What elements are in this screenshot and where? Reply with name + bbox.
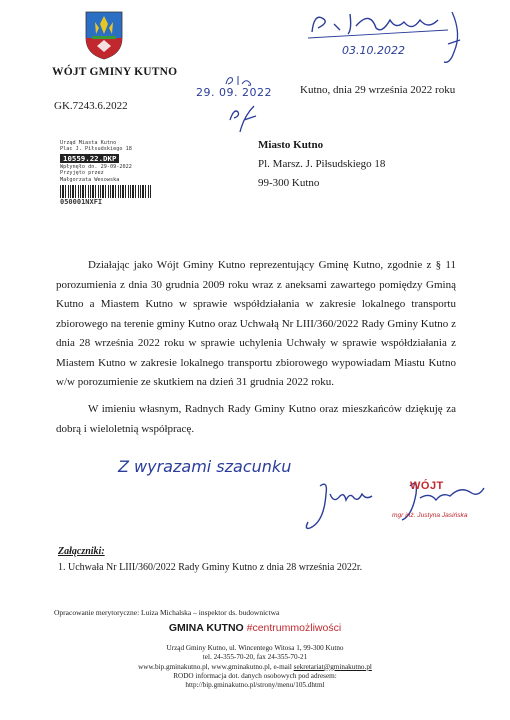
stamp-office-address: Plac J. Piłsudskiego 18 [60, 146, 132, 153]
issuer-heading: WÓJT GMINY KUTNO [52, 66, 178, 78]
signer-name: mgr inż. Justyna Jasińska [392, 512, 468, 519]
barcode-code: 050001NXFI [60, 198, 103, 207]
body-paragraph-1: Działając jako Wójt Gminy Kutno reprezentujący Gminę Kutno, zgodnie z § 11 porozumienia z dnia 30 grudnia 2009 roku wraz z aneksami zawartego pomiędzy Gminą Kutno a Miastem Kutno w sprawie współdziałania w zakresie lokalnego transportu zbiorowego na terenie gminy Kutno oraz Uchwałą Nr LIII/360/2022 Rady Gminy Kutno z dnia 28 września 2022 roku w sprawie uchylenia Uchwały w sprawie współdziałania z Miastem Kutno w zakresie lokalnego transportu zbiorowego wypowiadam Miastu Kutno w/w porozumienie ze skutkiem na dzień 31 grudnia 2022 roku. [56, 259, 456, 388]
letter-date: Kutno, dnia 29 września 2022 roku [300, 84, 456, 96]
footer-phone: tel. 24-355-70-20, fax 24-355-70-21 [202, 653, 308, 662]
attachments-label: Załączniki: [58, 546, 105, 557]
signature-block [300, 472, 490, 542]
recipient-address [258, 136, 385, 193]
footer-contact [50, 644, 460, 690]
body-paragraph-2: W imieniu własnym, Radnych Rady Gminy Kutno oraz mieszkańców dziękuję za dobrą i wieloletnią współpracę. [56, 403, 456, 435]
stamp-paraph [224, 102, 258, 134]
recipient-street: Pl. Marsz. J. Piłsudskiego 18 [258, 158, 386, 170]
closing-text: Z wyrazami szacunku [118, 457, 292, 476]
stamp-registration-number: 10559.22.DKP [60, 154, 119, 163]
recipient-postal: 99-300 Kutno [258, 177, 320, 189]
handwritten-date: 03.10.2022 [342, 44, 405, 57]
registry-stamp [60, 140, 158, 205]
attachment-item: 1. Uchwała Nr LIII/360/2022 Rady Gminy Kutno z dnia 28 września 2022r. [58, 562, 363, 573]
brand-name: GMINA KUTNO [168, 622, 244, 634]
reference-number: GK.7243.6.2022 [54, 100, 128, 112]
footer-web: www.bip.gminakutno.pl, www.gminakutno.pl, e-mail [138, 662, 292, 671]
footer-email[interactable]: sekretariat@gminakutno.pl [293, 662, 372, 671]
coat-of-arms-logo [84, 10, 124, 60]
stamp-received-by-label: Przyjęto przez [60, 170, 104, 177]
handwritten-annotation [300, 4, 470, 70]
signer-title: WÓJT [410, 480, 444, 492]
footer-address: Urząd Gminy Kutno, ul. Wincentego Witosa 1, 99-300 Kutno [166, 644, 344, 652]
footer-rodo-link[interactable]: http://bip.gminakutno.pl/strony/menu/105.dhtml [185, 681, 325, 690]
prepared-by: Opracowanie merytoryczne: Luiza Michalska – inspektor ds. budownictwa [54, 608, 280, 617]
stamp-office: Urząd Miasta Kutno [60, 140, 117, 146]
recipient-name: Miasto Kutno [258, 139, 324, 151]
stamp-received-date: Wpłynęło dn. 29-09-2022 [60, 163, 132, 170]
blue-date-stamp [196, 74, 276, 134]
stamp-received-by-name: Małgorzata Wesowska [60, 176, 120, 183]
stamp-date: 29. 09. 2022 [196, 86, 272, 99]
barcode [60, 185, 152, 198]
handwritten-signature [300, 472, 490, 532]
footer-web-line [50, 663, 460, 672]
footer-rodo-info: RODO informacja dot. danych osobowych pod adresem: [173, 671, 337, 680]
brand-hashtag: #centrummożliwości [246, 622, 342, 634]
footer-brand [50, 622, 460, 634]
